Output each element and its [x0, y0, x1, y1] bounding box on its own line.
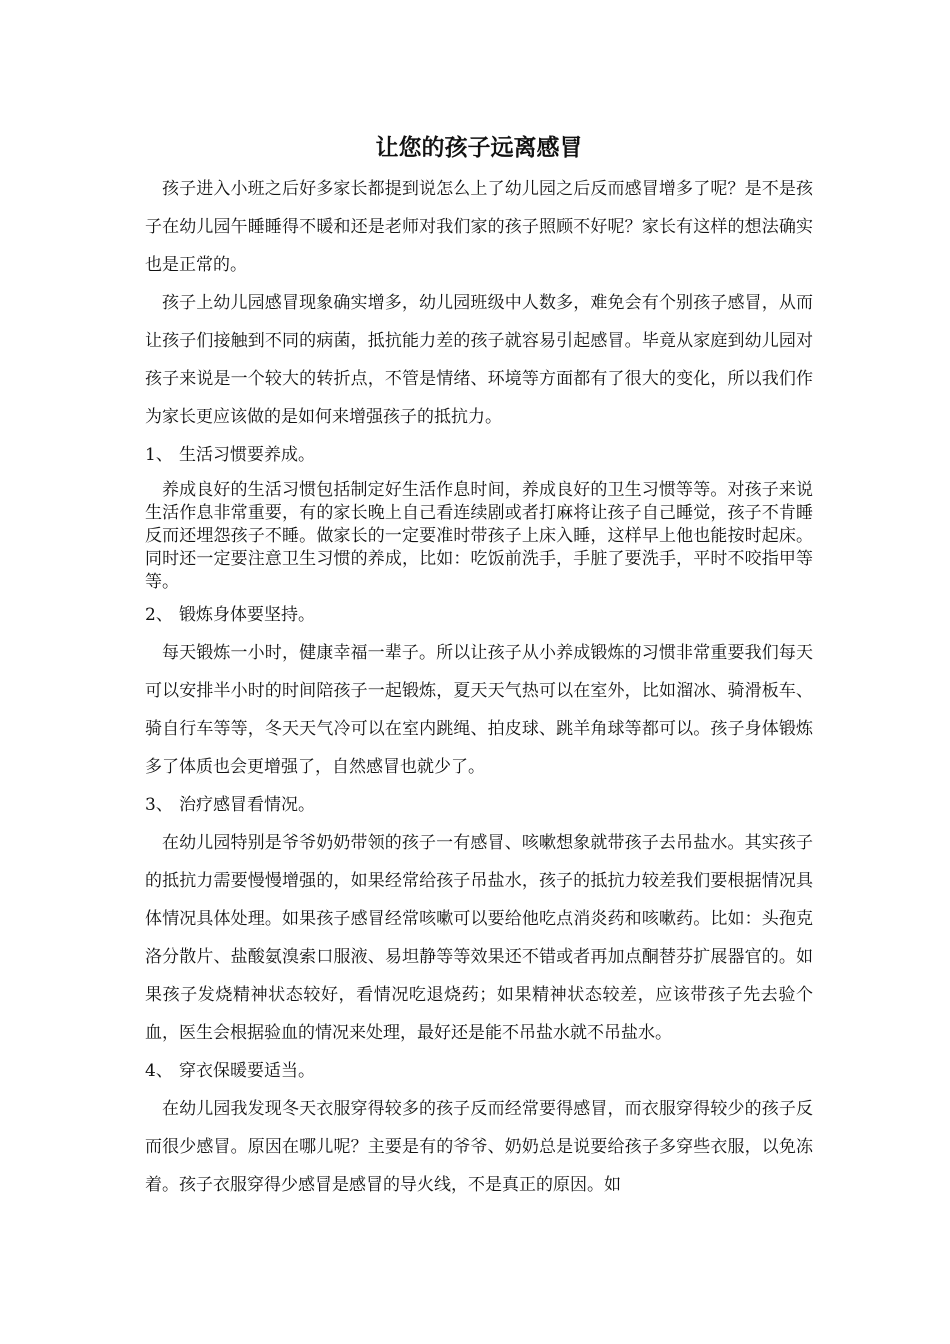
- section-body-3: 在幼儿园特别是爷爷奶奶带领的孩子一有感冒、咳嗽想象就带孩子去吊盐水。其实孩子的抵抗力需要慢慢增强的，如果经常给孩子吊盐水，孩子的抵抗力较差我们要根据情况具体情况具体处理。如果孩子感冒经常咳嗽可以要给他吃点消炎药和咳嗽药。比如：头孢克洛分散片、盐酸氨溴索口服液、易坦静等等效果还不错或者再加点酮替芬扩展器官的。如果孩子发烧精神状态较好，看情况吃退烧药；如果精神状态较差，应该带孩子先去验个血，医生会根据验血的情况来处理，最好还是能不吊盐水就不吊盐水。: [145, 833, 813, 1043]
- section-heading-4: [145, 1052, 813, 1090]
- section-body-2: 每天锻炼一小时，健康幸福一辈子。所以让孩子从小养成锻炼的习惯非常重要我们每天可以安排半小时的时间陪孩子一起锻炼，夏天天气热可以在室外，比如溜冰、骑滑板车、骑自行车等等，冬天天气冷可以在室内跳绳、拍皮球、跳羊角球等都可以。孩子身体锻炼多了体质也会更增强了，自然感冒也就少了。: [145, 643, 813, 777]
- section-number: 3、: [145, 795, 173, 815]
- section-body-4: 在幼儿园我发现冬天衣服穿得较多的孩子反而经常要得感冒，而衣服穿得较少的孩子反而很少感冒。原因在哪儿呢？主要是有的爷爷、奶奶总是说要给孩子多穿些衣服，以免冻着。孩子衣服穿得少感冒是感冒的导火线，不是真正的原因。如: [145, 1099, 813, 1195]
- section-heading-text: 生活习惯要养成。: [179, 445, 315, 465]
- section-body-1: 养成良好的生活习惯包括制定好生活作息时间，养成良好的卫生习惯等等。对孩子来说生活作息非常重要，有的家长晚上自己看连续剧或者打麻将让孩子自己睡觉，孩子不肯睡反而还埋怨孩子不睡。做家长的一定要准时带孩子上床入睡，这样早上他也能按时起床。同时还一定要注意卫生习惯的养成，比如：吃饭前洗手，手脏了要洗手，平时不咬指甲等等。: [145, 480, 813, 592]
- section-heading-text: 治疗感冒看情况。: [179, 795, 315, 815]
- intro-paragraph-1: 孩子进入小班之后好多家长都提到说怎么上了幼儿园之后反而感冒增多了呢？是不是孩子在幼儿园午睡睡得不暖和还是老师对我们家的孩子照顾不好呢？家长有这样的想法确实也是正常的。: [145, 179, 813, 275]
- document-body: [145, 128, 813, 1204]
- section-heading-3: [145, 786, 813, 824]
- section-number: 1、: [145, 445, 173, 465]
- intro-paragraph-2: 孩子上幼儿园感冒现象确实增多，幼儿园班级中人数多，难免会有个别孩子感冒，从而让孩子们接触到不同的病菌，抵抗能力差的孩子就容易引起感冒。毕竟从家庭到幼儿园对孩子来说是一个较大的转折点，不管是情绪、环境等方面都有了很大的变化，所以我们作为家长更应该做的是如何来增强孩子的抵抗力。: [145, 293, 813, 427]
- document-title: 让您的孩子远离感冒: [375, 135, 583, 161]
- section-number: 4、: [145, 1061, 173, 1081]
- section-heading-1: [145, 436, 813, 474]
- section-heading-2: [145, 596, 813, 634]
- section-number: 2、: [145, 605, 173, 625]
- section-heading-text: 穿衣保暖要适当。: [179, 1061, 315, 1081]
- section-heading-text: 锻炼身体要坚持。: [179, 605, 315, 625]
